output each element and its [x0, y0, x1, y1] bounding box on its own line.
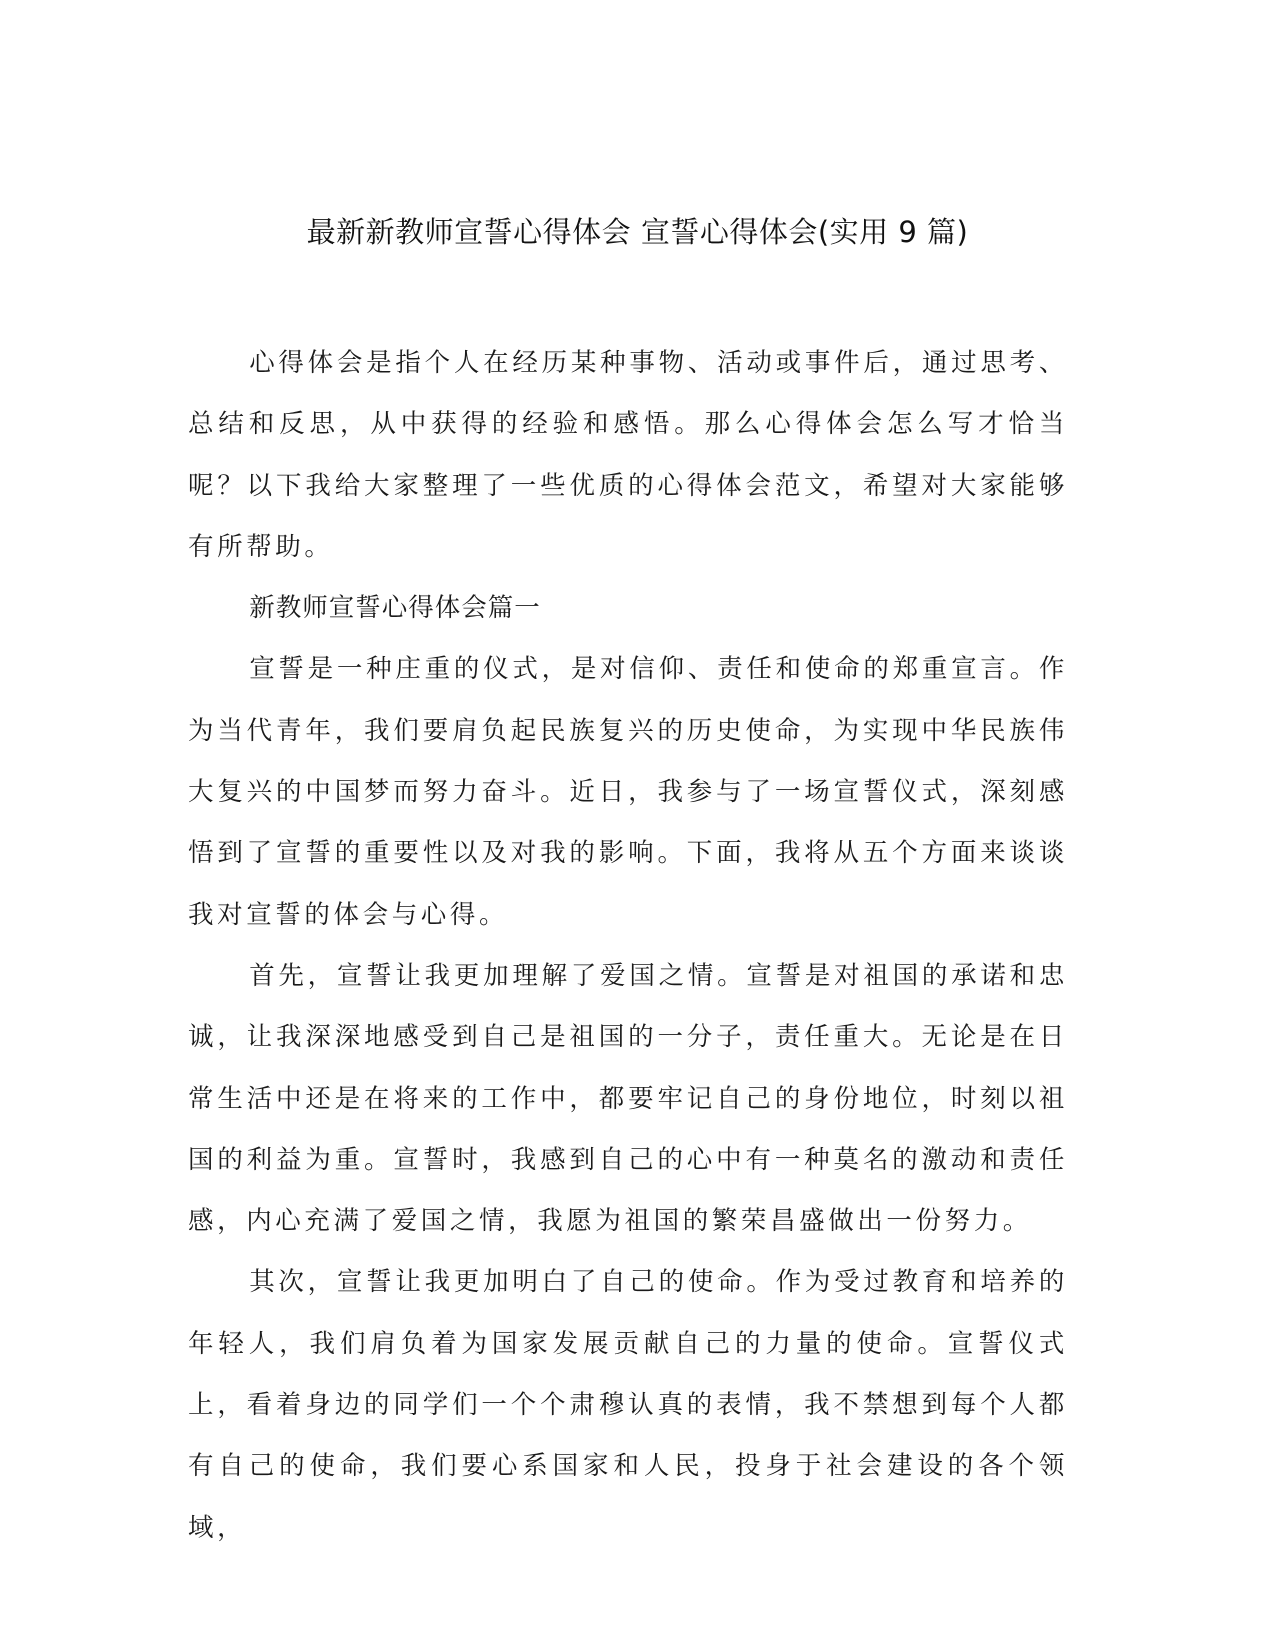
section-heading: 新教师宣誓心得体会篇一 [249, 593, 541, 624]
document-body [188, 333, 1068, 1559]
body-paragraph: 其次，宣誓让我更加明白了自己的使命。作为受过教育和培养的年轻人，我们肩负着为国家发展贡献自己的力量的使命。宣誓仪式上，看着身边的同学们一个个肃穆认真的表情，我不禁想到每个人都有自己的使命，我们要心系国家和人民，投身于社会建设的各个领域， [188, 1267, 1068, 1543]
body-paragraph: 首先，宣誓让我更加理解了爱国之情。宣誓是对祖国的承诺和忠诚，让我深深地感受到自己是祖国的一分子，责任重大。无论是在日常生活中还是在将来的工作中，都要牢记自己的身份地位，时刻以祖国的利益为重。宣誓时，我感到自己的心中有一种莫名的激动和责任感，内心充满了爱国之情，我愿为祖国的繁荣昌盛做出一份努力。 [188, 960, 1068, 1237]
intro-paragraph: 心得体会是指个人在经历某种事物、活动或事件后，通过思考、总结和反思，从中获得的经验和感悟。那么心得体会怎么写才恰当呢？以下我给大家整理了一些优质的心得体会范文，希望对大家能够有所帮助。 [188, 348, 1068, 562]
body-paragraph: 宣誓是一种庄重的仪式，是对信仰、责任和使命的郑重宣言。作为当代青年，我们要肩负起民族复兴的历史使命，为实现中华民族伟大复兴的中国梦而努力奋斗。近日，我参与了一场宣誓仪式，深刻感悟到了宣誓的重要性以及对我的影响。下面，我将从五个方面来谈谈我对宣誓的体会与心得。 [188, 654, 1068, 930]
document-title: 最新新教师宣誓心得体会 宣誓心得体会(实用 9 篇) [306, 215, 969, 249]
